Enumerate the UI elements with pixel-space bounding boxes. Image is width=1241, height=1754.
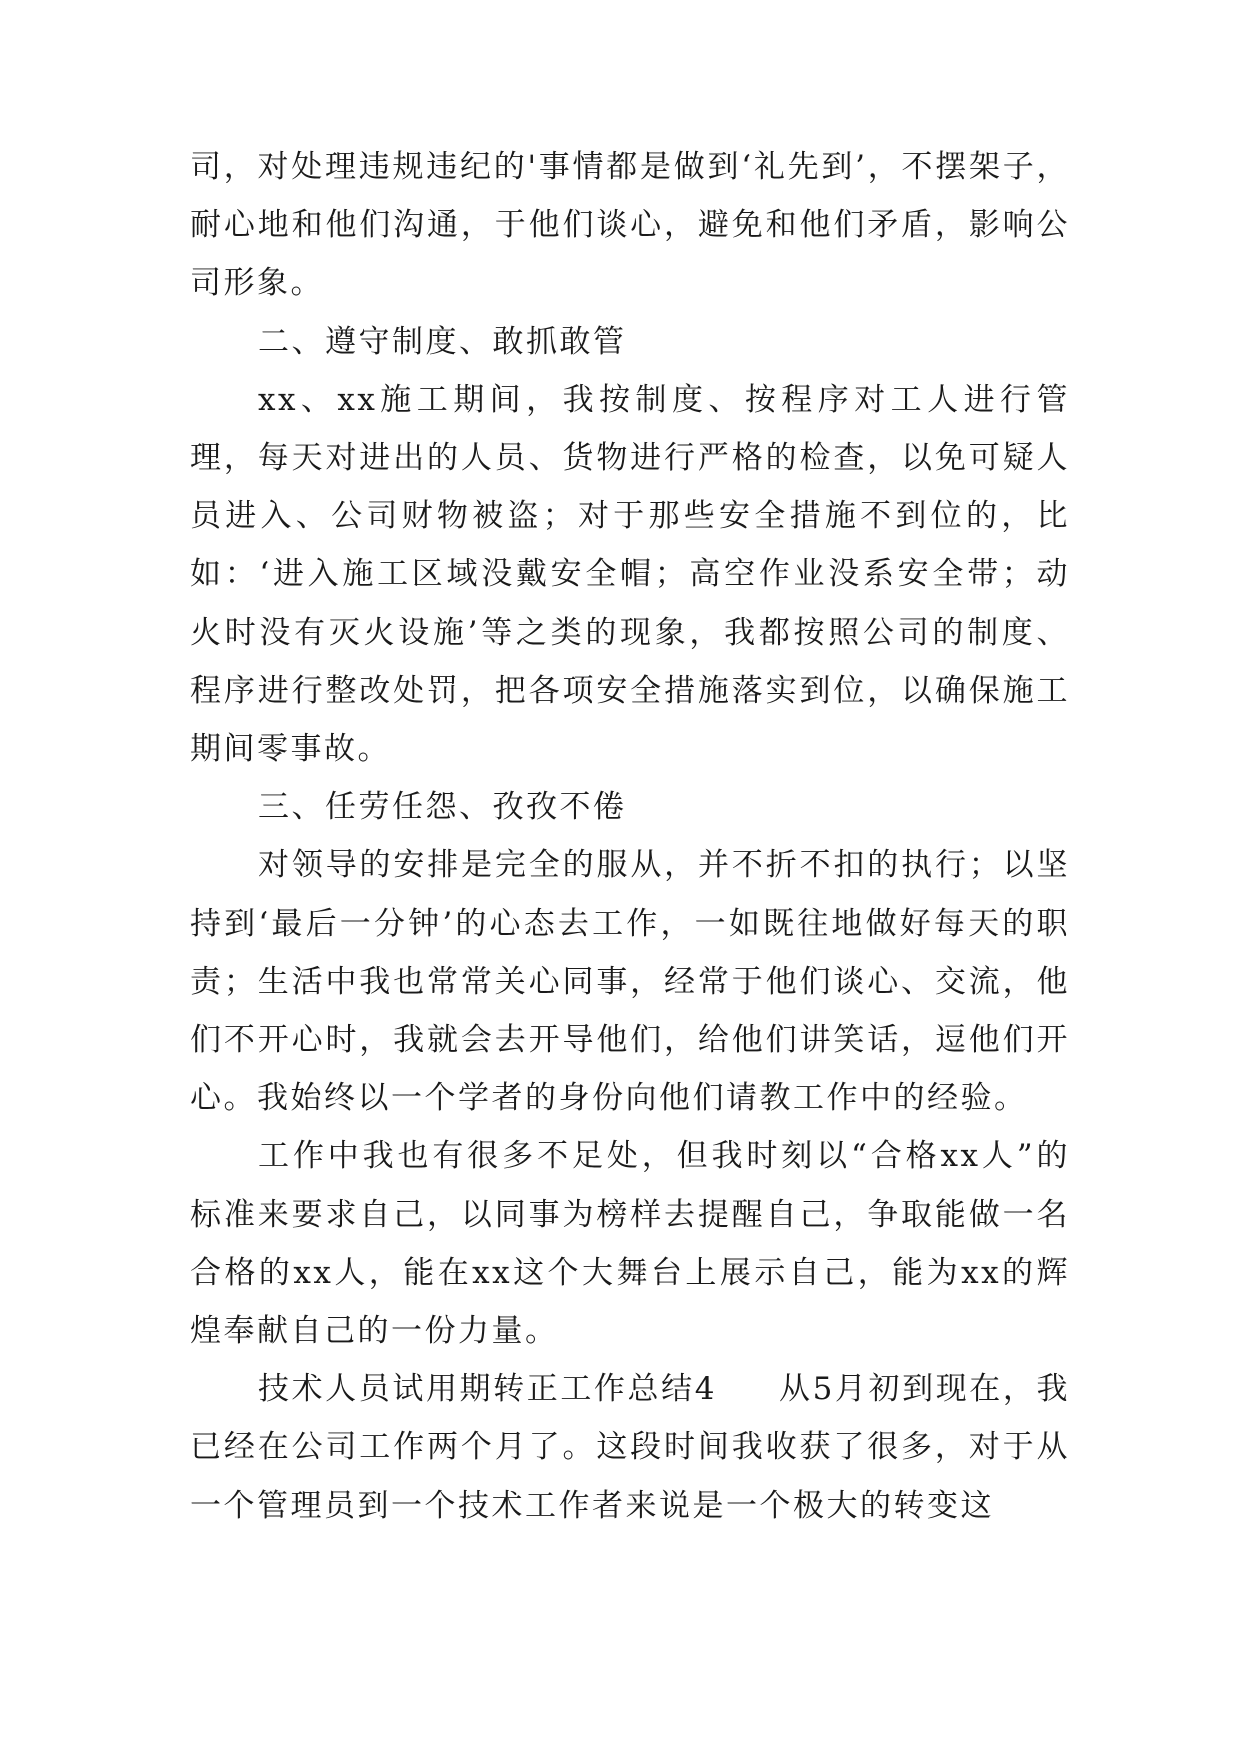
section-lead: 从5月初到现在，我已经在公司工作两个月了。这段时间我收获了很多，对于从一个管理员到一个技术工作者来说是一个极大的转变这 [190, 1371, 1070, 1524]
paragraph-4: 工作中我也有很多不足处，但我时刻以“合格xx人”的标准来要求自己，以同事为榜样去提醒自己，争取能做一名合格的xx人，能在xx这个大舞台上展示自己，能为xx的辉煌奉献自己的一份力量。 [190, 1138, 1070, 1350]
section-title: 技术人员试用期转正工作总结4 [258, 1371, 717, 1408]
paragraph-3: 对领导的安排是完全的服从，并不折不扣的执行；以坚持到‘最后一分钟’的心态去工作，一如既往地做好每天的职责；生活中我也常常关心同事，经常于他们谈心、交流，他们不开心时，我就会去开导他们，给他们讲笑话，逗他们开心。我始终以一个学者的身份向他们请教工作中的经验。 [190, 847, 1070, 1117]
paragraph-1: 司，对处理违规违纪的'事情都是做到‘礼先到’，不摆架子，耐心地和他们沟通，于他们谈心，避免和他们矛盾，影响公司形象。 [190, 149, 1070, 302]
document-body [190, 138, 1070, 1535]
paragraph-2: xx、xx施工期间，我按制度、按程序对工人进行管理，每天对进出的人员、货物进行严格的检查，以免可疑人员进入、公司财物被盗；对于那些安全措施不到位的，比如：‘进入施工区域没戴安全帽；高空作业没系安全带；动火时没有灭火设施’等之类的现象，我都按照公司的制度、程序进行整改处罚，把各项安全措施落实到位，以确保施工期间零事故。 [190, 381, 1070, 768]
paragraph-5 [190, 1360, 1070, 1535]
heading-3: 三、任劳任怨、孜孜不倦 [258, 789, 627, 826]
heading-2: 二、遵守制度、敢抓敢管 [258, 323, 627, 360]
